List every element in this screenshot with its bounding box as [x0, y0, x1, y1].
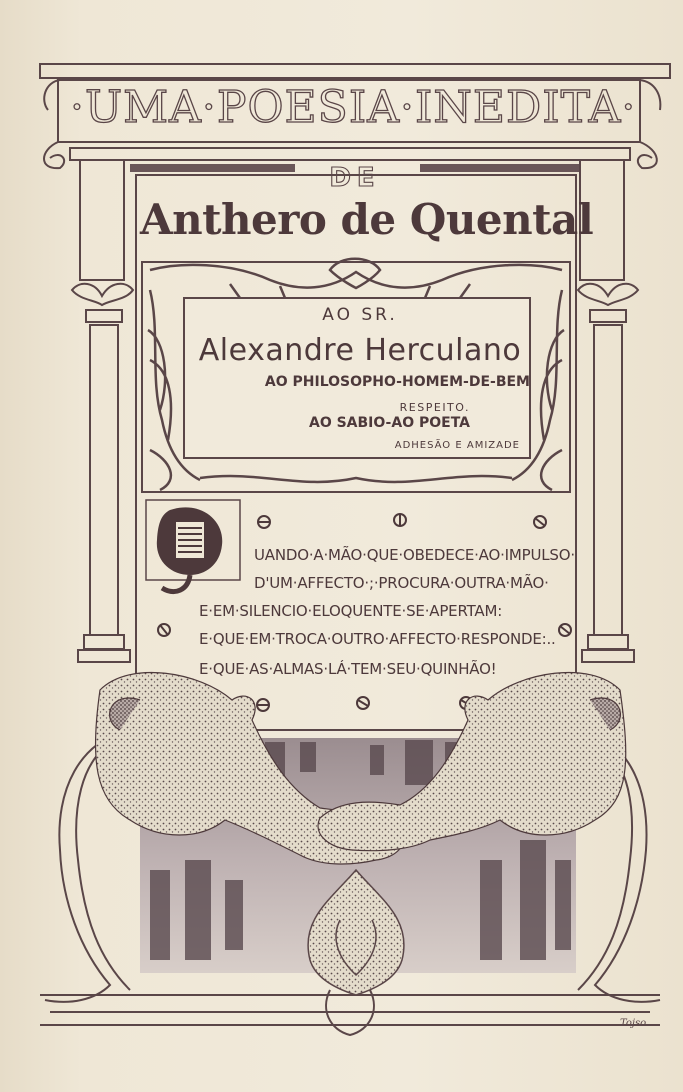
- dedication-ao-sr: AO SR.: [322, 305, 398, 325]
- dedication-line-friendship: ADHESÃO E AMIZADE: [394, 440, 520, 451]
- author-name: Anthero de Quental: [140, 195, 594, 244]
- page-heading: ·UMA·POESIA·INEDITA·: [70, 82, 637, 133]
- dedication-line-respect: RESPEITO.: [399, 401, 470, 414]
- initial-Q-glyph: [157, 507, 222, 591]
- dedication-line-philosopher: AO PHILOSOPHO-HOMEM-DE-BEM: [264, 374, 530, 390]
- verse-line-4: E·QUE·EM·TROCA·OUTRO·AFFECTO·RESPONDE:..: [199, 630, 556, 648]
- preposition-de: DE: [329, 163, 381, 193]
- artist-signature: Tojso: [620, 1018, 647, 1029]
- verse-line-2: D'UM·AFFECTO·;·PROCURA·OUTRA·MÃO·: [254, 574, 549, 592]
- dedication-line-sage-poet: AO SABIO-AO POETA: [308, 415, 470, 431]
- rule-left: [130, 164, 295, 172]
- dedication-recipient: Alexandre Herculano: [198, 333, 522, 368]
- left-column: [72, 160, 133, 662]
- verse-line-3: E·EM·SILENCIO·ELOQUENTE·SE·APERTAM:: [199, 602, 503, 620]
- verse-line-5: E·QUE·AS·ALMAS·LÁ·TEM·SEU·QUINHÃO!: [199, 660, 497, 678]
- rule-right: [420, 164, 580, 172]
- verse-line-1: UANDO·A·MÃO·QUE·OBEDECE·AO·IMPULSO·: [254, 546, 575, 564]
